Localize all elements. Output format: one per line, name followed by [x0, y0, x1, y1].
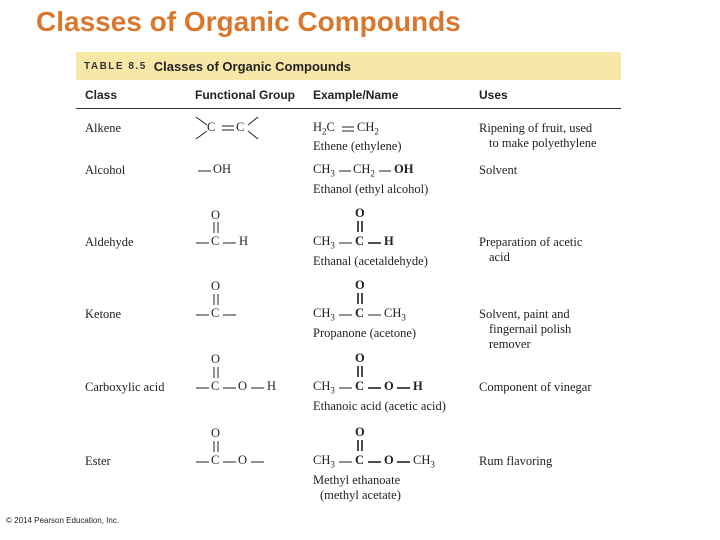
double-bond: [356, 365, 364, 379]
table-number: TABLE 8.5: [84, 60, 147, 72]
class-cell: Alcohol: [85, 163, 126, 177]
formula-oxygen: O: [355, 278, 365, 292]
single-bond: [338, 313, 354, 317]
formula-carbon: C: [355, 306, 365, 320]
double-bond: [356, 439, 364, 453]
table-caption: [76, 52, 621, 80]
uses-line-2: to make polyethylene: [489, 136, 597, 150]
formula-oh: OH: [394, 162, 414, 176]
example-name-line-2: (methyl acetate): [320, 488, 401, 502]
formula-oxygen: O: [355, 351, 365, 365]
example-formula: $H_2C$: [313, 120, 335, 137]
single-bond: [367, 460, 383, 464]
single-bond: [195, 460, 211, 464]
single-bond: [195, 386, 211, 390]
formula-ch3-left: $CH_3$: [313, 306, 335, 323]
single-bond: [222, 460, 238, 464]
single-bond: [367, 313, 383, 317]
example-formula-ch2: $CH_2$: [357, 120, 379, 137]
group-oxygen: O: [211, 352, 221, 366]
formula-ch3: $CH_3$: [313, 162, 335, 179]
formula-ester-oxygen: O: [384, 453, 394, 467]
class-cell: Aldehyde: [85, 235, 134, 249]
uses-line-1: Ripening of fruit, used: [479, 121, 593, 135]
formula-hydroxyl-oxygen: O: [384, 379, 394, 393]
group-carbon: C: [211, 379, 220, 393]
double-bond: [356, 292, 364, 306]
group-carbon-1: C: [207, 120, 216, 134]
single-bond: [197, 169, 213, 173]
organic-compounds-table: [76, 52, 621, 529]
single-bond: [338, 460, 354, 464]
formula-carbon: C: [355, 234, 365, 248]
example-name-line-1: Methyl ethanoate: [313, 473, 401, 487]
group-hydrogen: H: [239, 234, 249, 248]
double-bond: [212, 440, 220, 454]
uses-line-1: Component of vinegar: [479, 380, 592, 394]
class-cell: Alkene: [85, 121, 122, 135]
uses-line-3: remover: [489, 337, 531, 351]
uses-line-1: Solvent: [479, 163, 518, 177]
single-bond: [338, 169, 352, 173]
double-bond: [212, 221, 220, 235]
example-name: Ethene (ethylene): [313, 139, 402, 153]
header-functional-group: Functional Group: [195, 88, 295, 102]
example-name: Ethanoic acid (acetic acid): [313, 399, 446, 413]
single-bond: [222, 241, 238, 245]
single-bond: [396, 386, 412, 390]
table-body: [76, 109, 621, 529]
uses-line-1: Preparation of acetic: [479, 235, 583, 249]
slide-title: Classes of Organic Compounds: [36, 6, 461, 37]
formula-oxygen: O: [355, 425, 365, 439]
formula-ch3: $CH_3$: [313, 234, 335, 251]
group-carbon: C: [211, 234, 220, 248]
group-carbon: C: [211, 453, 220, 467]
copyright-notice: © 2014 Pearson Education, Inc.: [6, 516, 120, 525]
group-hydrogen: H: [267, 379, 277, 393]
example-name: Ethanal (acetaldehyde): [313, 254, 428, 268]
example-name: Propanone (acetone): [313, 326, 417, 340]
formula-oxygen: O: [355, 206, 365, 220]
header-class: Class: [85, 88, 118, 102]
formula-carbon: C: [355, 379, 365, 393]
formula-ch3-right: $CH_3$: [384, 306, 406, 323]
double-bond: [356, 220, 364, 234]
formula-ch3-left: $CH_3$: [313, 453, 335, 470]
formula-ch2: $CH_2$: [353, 162, 375, 179]
double-bond: [212, 366, 220, 380]
example-name: Ethanol (ethyl alcohol): [313, 182, 429, 196]
class-cell: Ketone: [85, 307, 122, 321]
single-bond: [396, 460, 412, 464]
formula-carbon: C: [355, 453, 365, 467]
single-bond: [250, 460, 266, 464]
uses-line-1: Solvent, paint and: [479, 307, 570, 321]
double-bond: [212, 293, 220, 307]
uses-line-2: acid: [489, 250, 510, 264]
group-oxygen: O: [211, 426, 221, 440]
single-bond: [367, 386, 383, 390]
group-carbon-2: C: [236, 120, 245, 134]
group-oh: OH: [213, 162, 232, 176]
alkene-group-structure: [188, 113, 268, 141]
header-uses: Uses: [479, 88, 508, 102]
group-hydroxyl-oxygen: O: [238, 379, 248, 393]
formula-ch3: $CH_3$: [313, 379, 335, 396]
header-example-name: Example/Name: [313, 88, 399, 102]
single-bond: [250, 386, 266, 390]
single-bond: [338, 386, 354, 390]
class-cell: Carboxylic acid: [85, 380, 165, 394]
formula-ch3-right: $CH_3$: [413, 453, 435, 470]
class-cell: Ester: [85, 454, 111, 468]
uses-line-2: fingernail polish: [489, 322, 572, 336]
group-oxygen: O: [211, 208, 221, 222]
single-bond: [195, 241, 211, 245]
single-bond: [222, 386, 238, 390]
group-oxygen: O: [211, 279, 221, 293]
single-bond: [378, 169, 392, 173]
single-bond: [338, 241, 354, 245]
group-ester-oxygen: O: [238, 453, 248, 467]
uses-line-1: Rum flavoring: [479, 454, 553, 468]
single-bond: [222, 313, 238, 317]
double-bond: [341, 125, 355, 133]
table-title: Classes of Organic Compounds: [153, 58, 351, 74]
column-header-row: [76, 80, 621, 109]
group-carbon: C: [211, 306, 220, 320]
single-bond: [195, 313, 211, 317]
formula-hydrogen: H: [384, 234, 394, 248]
formula-hydrogen: H: [413, 379, 423, 393]
single-bond: [367, 241, 383, 245]
